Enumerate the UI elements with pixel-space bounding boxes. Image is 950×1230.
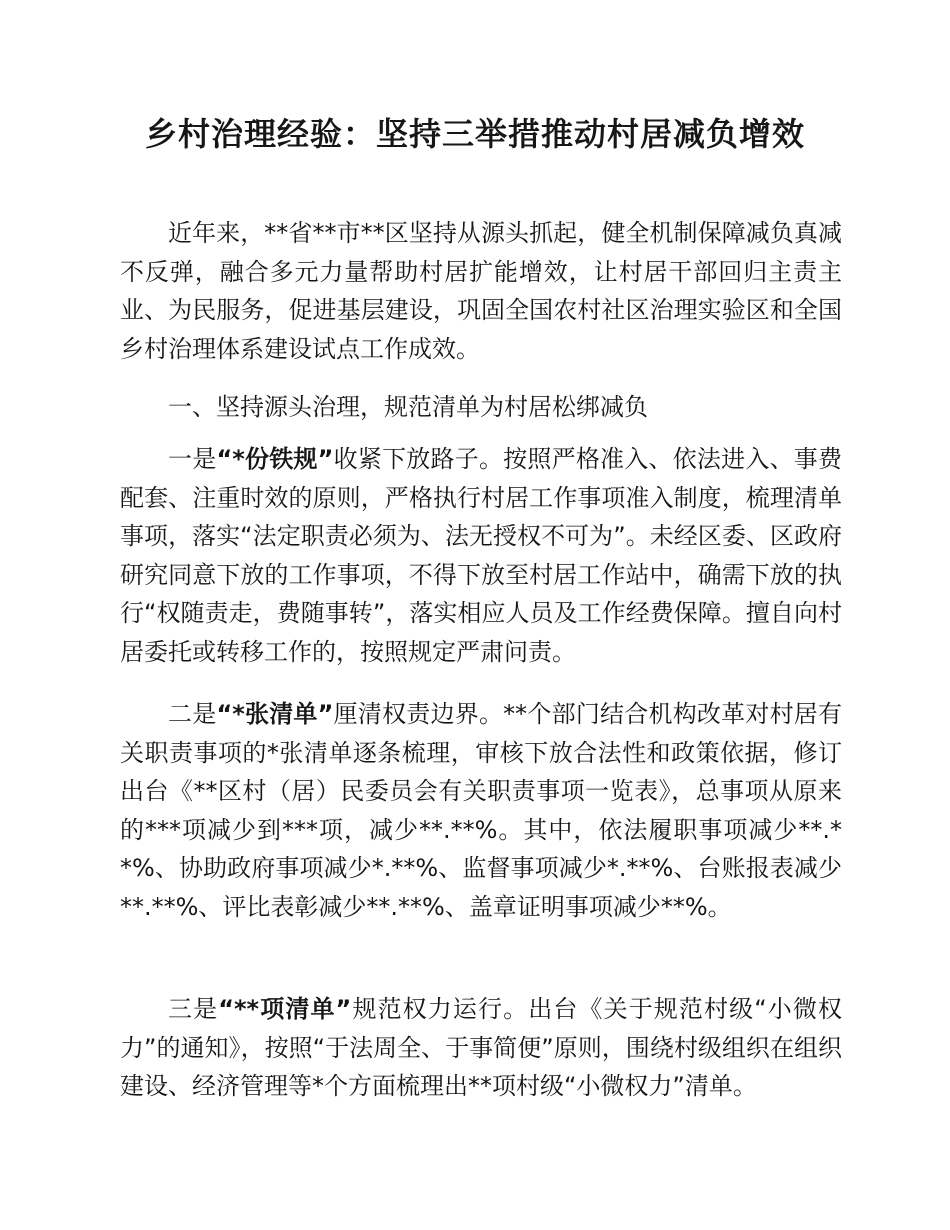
item-1-quote: “*份铁规” (216, 445, 334, 473)
paragraph-item-3 (120, 990, 842, 1106)
item-2-body: **个部门结合机构改革对村居有关职责事项的*张清单逐条梳理，审核下放合法性和政策依据，修订出台《**区村（居）民委员会有关职责事项一览表》，总事项从原来的***项减少到***项，减少**.**%。其中，依法履职事项减少**.**%、协助政府事项减少*.**%、监督事项减少*.**%、台账报表减少**.**%、评比表彰减少**.**%、盖章证明事项减少**%。 (120, 700, 843, 921)
item-3-tail: 规范权力运行。 (351, 995, 529, 1023)
item-3-body: 出台《关于规范村级“小微权力”的通知》，按照“于法周全、于事简便”原则，围绕村级组织在组织建设、经济管理等*个方面梳理出**项村级“小微权力”清单。 (120, 995, 843, 1100)
item-1-tail: 收紧下放路子。 (333, 445, 504, 473)
item-2-quote: “*张清单” (216, 700, 334, 728)
item-3-quote: “**项清单” (218, 995, 352, 1023)
item-2-prefix: 二是 (168, 700, 217, 728)
paragraph-item-2 (120, 695, 842, 926)
intro-paragraph: 近年来，**省**市**区坚持从源头抓起，健全机制保障减负真减不反弹，融合多元力量帮助村居扩能增效，让村居干部回归主责主业、为民服务，促进基层建设，巩固全国农村社区治理实验区和全国乡村治理体系建设试点工作成效。 (120, 219, 842, 363)
item-3-prefix: 三是 (168, 995, 219, 1023)
paragraph-item-1 (120, 440, 842, 671)
document-title: 乡村治理经验：坚持三举措推动村居减负增效 (144, 115, 805, 153)
item-1-prefix: 一是 (168, 445, 217, 473)
section-heading-1: 一、坚持源头治理，规范清单为村居松绑减负 (168, 393, 648, 421)
item-2-tail: 厘清权责边界。 (333, 700, 504, 728)
item-1-body: 按照严格准入、依法进入、事费配套、注重时效的原则，严格执行村居工作事项准入制度，梳理清单事项，落实“法定职责必须为、法无授权不可为”。未经区委、区政府研究同意下放的工作事项，不得下放至村居工作站中，确需下放的执行“权随责走，费随事转”，落实相应人员及工作经费保障。擅自向村居委托或转移工作的，按照规定严肃问责。 (120, 445, 843, 666)
